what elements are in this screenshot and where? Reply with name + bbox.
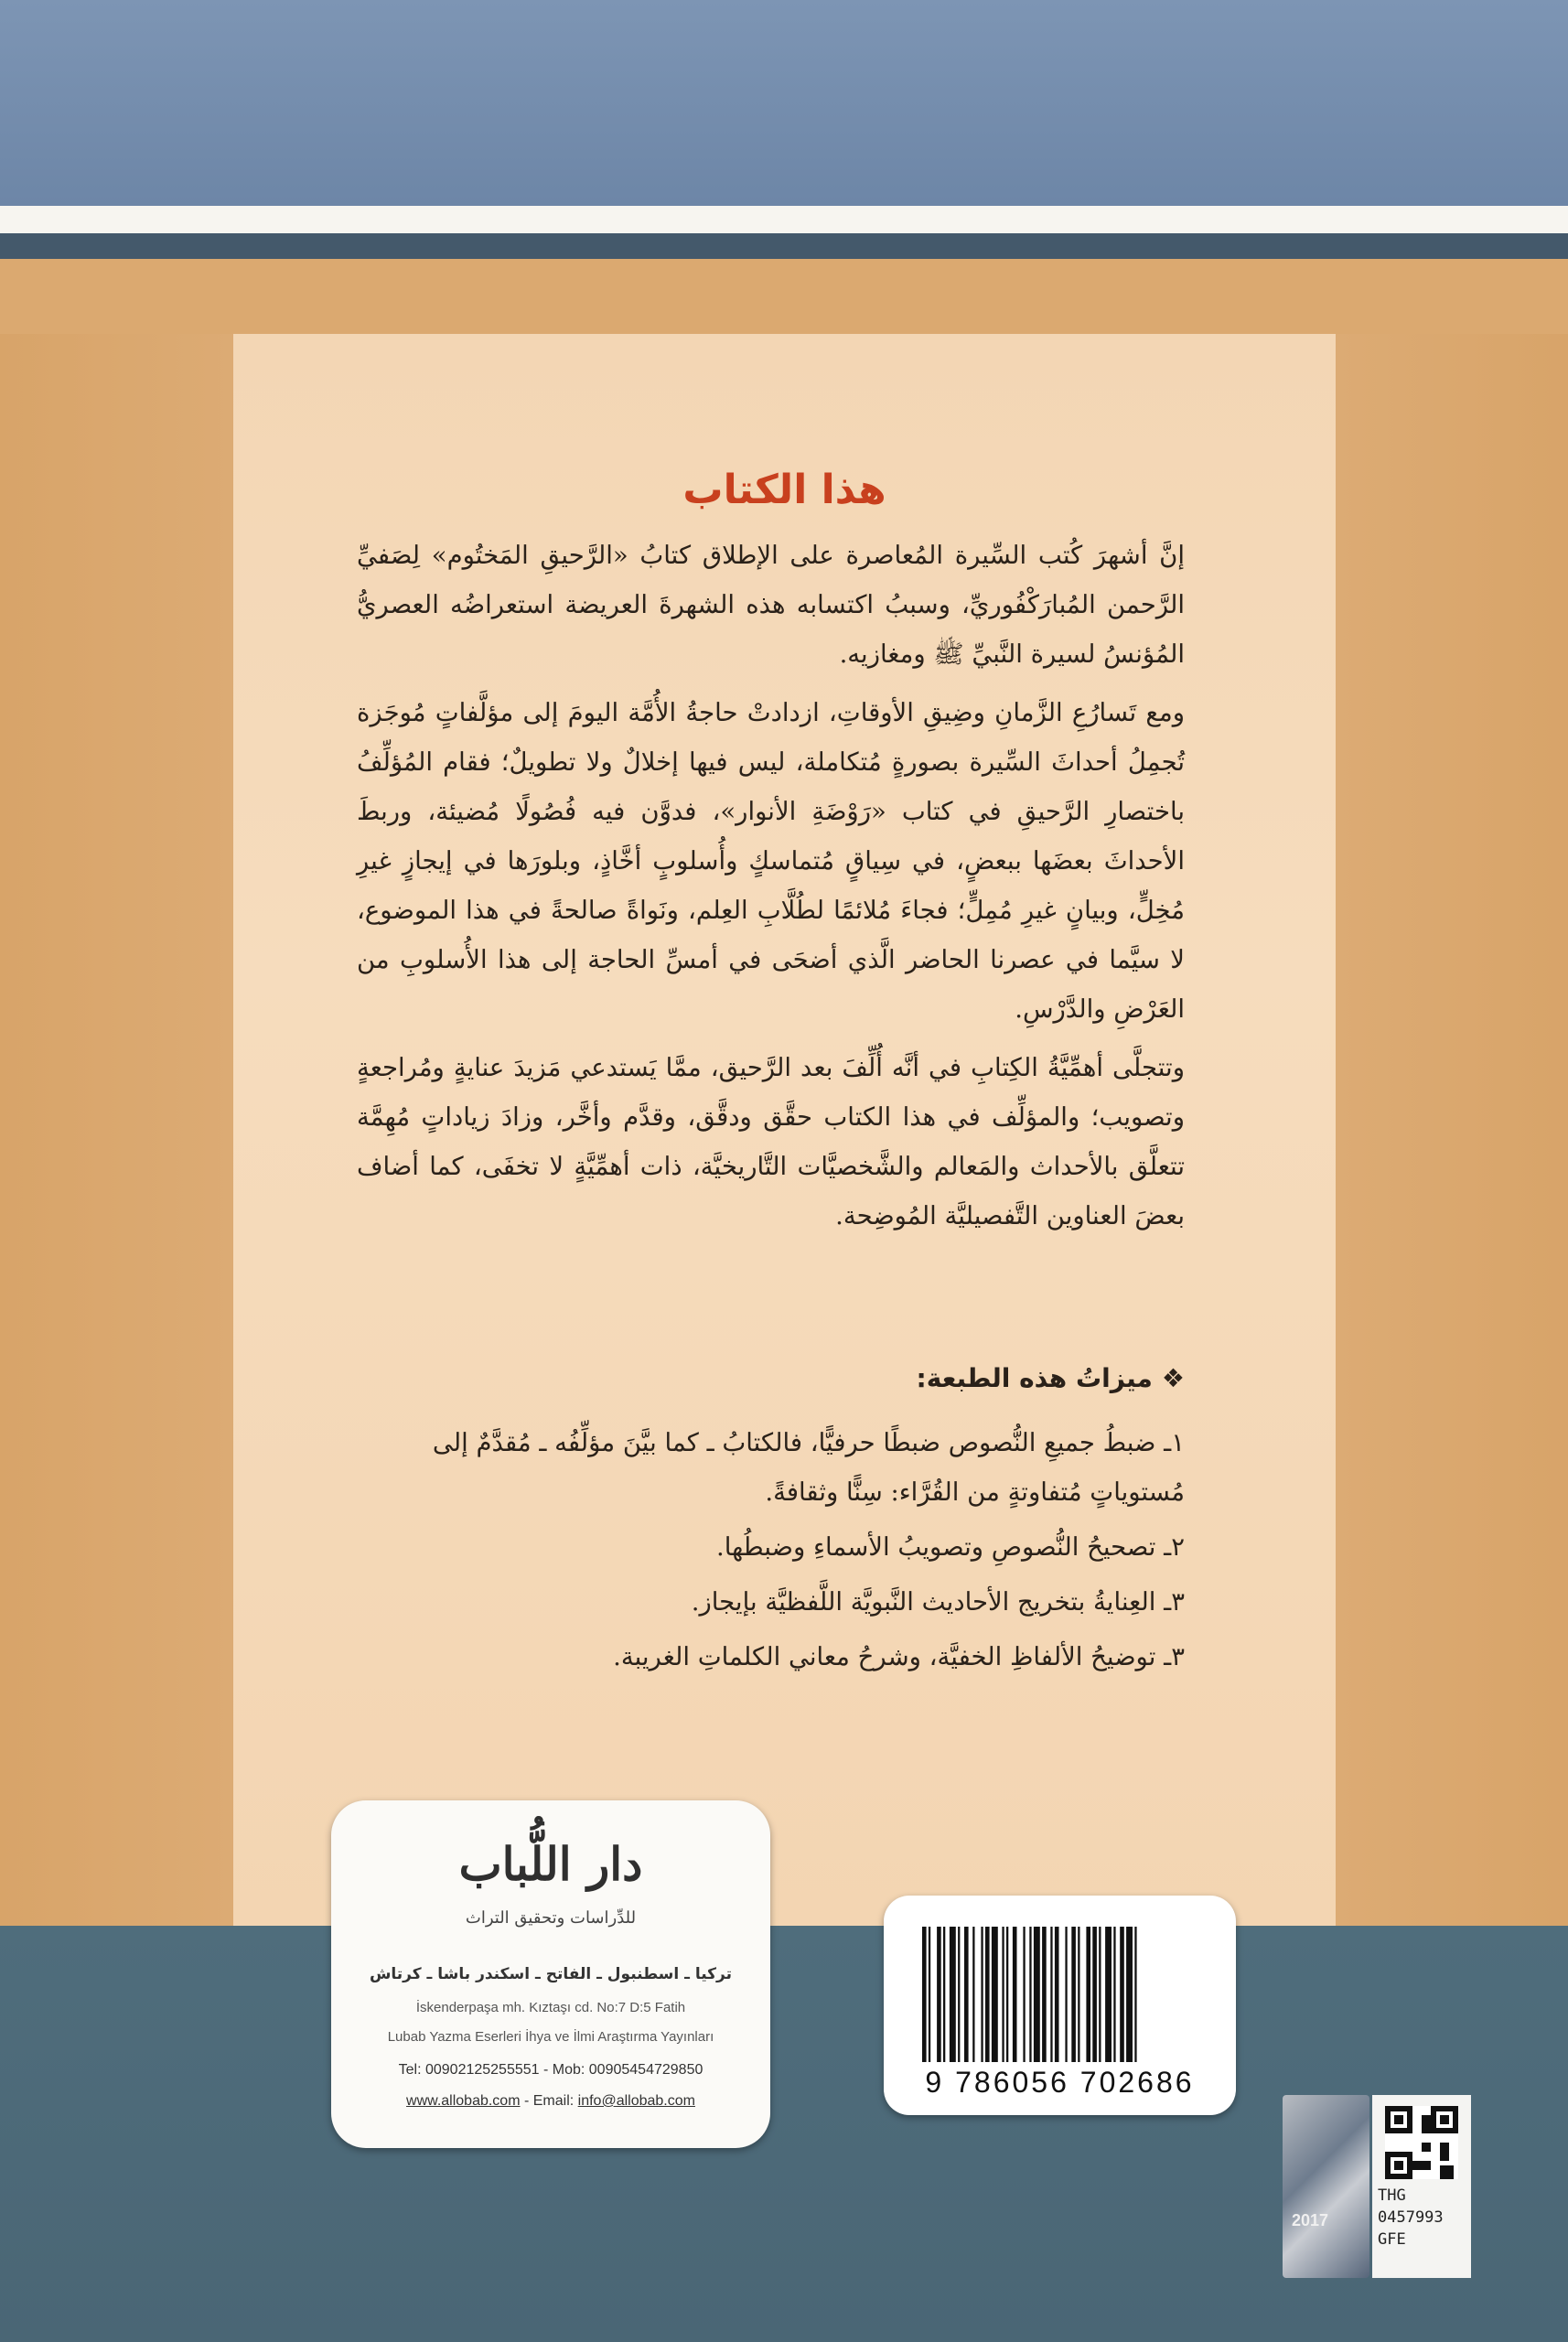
publisher-address-turkish: İskenderpaşa mh. Kıztaşı cd. No:7 D:5 Fatih — [415, 2000, 686, 2015]
features-heading-text: ميزاتُ هذه الطبعة: — [916, 1363, 1153, 1393]
features-list — [357, 1418, 1185, 1687]
top-white-stripe — [0, 206, 1568, 233]
star-bullet-icon: ❖ — [1161, 1363, 1185, 1393]
publisher-address-arabic: تركيا ـ اسطنبول ـ الفاتح ـ اسكندر باشا ـ كرتاش — [369, 1965, 733, 1983]
paragraph: إنَّ أشهرَ كُتب السِّيرة المُعاصرة على الإطلاق كتابُ «الرَّحيقِ المَختُوم» لِصَفيِّ الرَّحمن المُبارَكْفُوريِّ، وسببُ اكتسابه هذه الشهرةَ العريضة استعراضُه العصريُّ المُؤنسُ لسيرة النَّبيِّ ﷺ ومغازيه. — [357, 541, 1185, 669]
section-title: هذا الكتاب — [682, 467, 886, 513]
feature-item: ٣ـ توضيحُ الألفاظِ الخفيَّة، وشرحُ معاني الكلماتِ الغريبة. — [613, 1642, 1185, 1671]
email-link[interactable]: info@allobab.com — [577, 2093, 695, 2109]
isbn-number: 9 786056 702686 — [925, 2066, 1195, 2099]
publisher-logo: دار اللُّباب — [458, 1837, 643, 1891]
website-link[interactable]: www.allobab.com — [406, 2093, 521, 2109]
hologram-year: 2017 — [1292, 2211, 1329, 2229]
left-orange-margin — [0, 334, 233, 1926]
tax-label-line: GFE — [1378, 2230, 1406, 2249]
feature-item: ٣ـ العِنايةُ بتخريج الأحاديث النَّبويَّة اللَّفظيَّة بإيجاز. — [691, 1587, 1185, 1617]
email-label: - Email: — [520, 2093, 578, 2109]
publisher-contacts — [331, 2093, 770, 2110]
paragraph: ومع تَسارُعِ الزَّمانِ وضِيقِ الأوقاتِ، ازدادتْ حاجةُ الأُمَّة اليومَ إلى مؤلَّفاتٍ مُوجَزة تُجمِلُ أحداثَ السِّيرة بصورةٍ مُتكاملة، ليس فيها إخلالٌ ولا تطويلٌ؛ فقام المُؤلِّفُ باختصارِ الرَّحيقِ في كتاب «رَوْضَةِ الأنوار»، فدوَّن فيه فُصُولًا مُضيئة، وربطَ الأحداثَ بعضَها ببعضٍ، في سِياقٍ مُتماسكٍ وأُسلوبٍ أخَّاذٍ، وبلورَها في إيجازٍ غيرِ مُخِلٍّ، وبيانٍ غيرِ مُمِلٍّ؛ فجاءَ مُلائمًا لطُلَّابِ العِلم، ونَواةً صالحةً في هذا الموضوع، لا سيَّما في عصرنا الحاضر الَّذي أضحَى في أمسِّ الحاجة إلى هذا الأُسلوبِ من العَرْضِ والدَّرْسِ. — [357, 698, 1185, 1024]
top-dark-stripe — [0, 233, 1568, 259]
publisher-phones: Tel: 00902125255551 - Mob: 00905454729850 — [398, 2062, 703, 2078]
tax-label-line: THG — [1378, 2186, 1406, 2205]
top-blue-band — [0, 0, 1568, 206]
qr-code-icon — [1385, 2106, 1458, 2179]
feature-item: ٢ـ تصحيحُ النُّصوصِ وتصويبُ الأسماءِ وضبطُها. — [716, 1532, 1185, 1562]
publisher-card — [331, 1800, 770, 2148]
publisher-company-name: Lubab Yazma Eserleri İhya ve İlmi Araştırma Yayınları — [387, 2029, 714, 2045]
publisher-tagline: للدِّراسات وتحقيق التراث — [465, 1908, 637, 1928]
paragraph: وتتجلَّى أهمِّيَّةُ الكِتابِ في أنَّه أُلِّفَ بعد الرَّحيق، ممَّا يَستدعي مَزيدَ عنايةٍ ومُراجعةٍ وتصويب؛ والمؤلِّف في هذا الكتاب حقَّق ودقَّق، وقدَّم وأخَّر، وزادَ زياداتٍ مُهِمَّة تتعلَّق بالأحداث والمَعالم والشَّخصيَّات التَّاريخيَّة، ذات أهمِّيَّةٍ لا تخفَى، كما أضاف بعضَ العناوين التَّفصيليَّة المُوضِحة. — [357, 1053, 1185, 1230]
about-text — [357, 531, 1185, 1250]
tax-stamp-label — [1372, 2095, 1471, 2278]
hologram-sticker — [1283, 2095, 1369, 2278]
tax-label-line: 0457993 — [1378, 2208, 1444, 2227]
top-orange-band — [0, 259, 1568, 334]
barcode-card — [884, 1896, 1236, 2115]
features-heading — [357, 1363, 1185, 1393]
feature-item: ١ـ ضبطُ جميعِ النُّصوص ضبطًا حرفيًّا، فالكتابُ ـ كما بيَّنَ مؤلِّفُه ـ مُقدَّمٌ إلى مُستوياتٍ مُتفاوتةٍ من القُرَّاء: سِنًّا وثقافةً. — [432, 1428, 1185, 1507]
right-orange-margin — [1336, 334, 1568, 1926]
barcode — [922, 1927, 1197, 2062]
